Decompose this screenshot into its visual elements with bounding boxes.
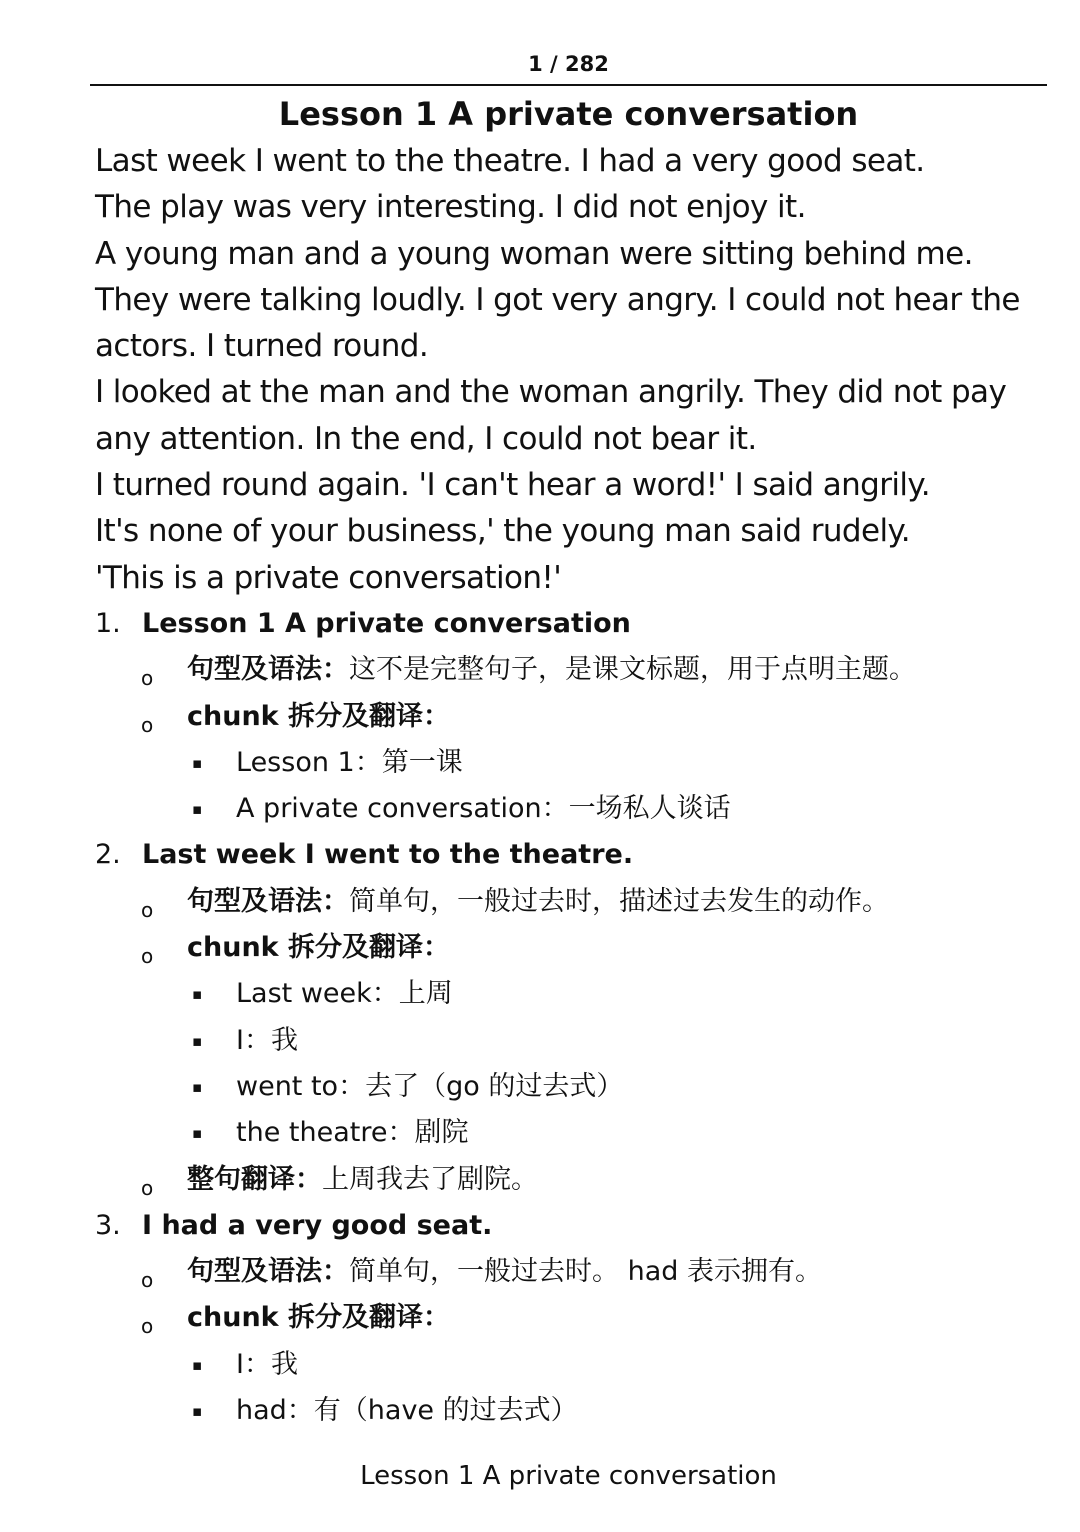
grammar-text: 简单句，一般过去时。 had 表示拥有。 <box>349 1256 822 1288</box>
square-bullet-icon: ▪ <box>192 1077 203 1096</box>
passage-line: any attention. In the end, I could not bear it. <box>95 420 757 457</box>
chunk-label: chunk 拆分及翻译： <box>187 700 451 732</box>
passage-line: A young man and a young woman were sitting behind me. <box>95 235 973 272</box>
translation-text: 上周我去了剧院。 <box>322 1163 538 1195</box>
sentence-notes <box>0 601 1080 1434</box>
circle-bullet-icon: o <box>141 1314 154 1339</box>
circle-bullet-icon: o <box>141 944 154 969</box>
chunk-line <box>187 1295 450 1341</box>
translation-line <box>187 1157 538 1203</box>
grammar-line <box>187 647 916 693</box>
chunk-text: I：我 <box>236 1348 298 1380</box>
grammar-item <box>0 647 1080 693</box>
chunk-text: Last week：上周 <box>236 978 453 1010</box>
lesson-title: Lesson 1 A private conversation <box>278 95 859 133</box>
note-number: 2. <box>95 839 121 871</box>
chunk-line <box>187 925 450 971</box>
chunk-label: chunk 拆分及翻译： <box>187 932 451 964</box>
grammar-line <box>187 879 889 925</box>
passage-line: 'This is a private conversation!' <box>95 559 562 596</box>
square-bullet-icon: ▪ <box>192 753 203 772</box>
translation-item <box>0 1157 1080 1203</box>
grammar-label: 句型及语法： <box>187 885 349 917</box>
chunk-item <box>0 740 1080 786</box>
square-bullet-icon: ▪ <box>192 800 203 819</box>
note-number: 1. <box>95 608 121 639</box>
note-heading <box>0 832 1080 878</box>
passage-line: I turned round again. 'I can't hear a word!' I said angrily. <box>95 467 931 504</box>
square-bullet-icon: ▪ <box>192 985 203 1004</box>
square-bullet-icon: ▪ <box>192 1031 203 1050</box>
passage-line: Last week I went to the theatre. I had a very good seat. <box>95 143 925 179</box>
note-number: 3. <box>95 1209 121 1241</box>
passage-line: They were talking loudly. I got very angry. I could not hear the <box>95 281 1020 318</box>
grammar-item <box>0 879 1080 925</box>
note-sentence: Last week I went to the theatre. <box>142 839 634 871</box>
header-rule <box>90 84 1047 86</box>
page-header: 1 / 282 <box>528 52 609 76</box>
chunk-item <box>0 1064 1080 1110</box>
note-sentence: I had a very good seat. <box>142 1209 493 1241</box>
chunk-item <box>0 1018 1080 1064</box>
chunk-item <box>0 1388 1080 1434</box>
passage-line: actors. I turned round. <box>95 328 429 365</box>
chunk-item <box>0 786 1080 832</box>
chunk-heading <box>0 694 1080 740</box>
page-footer: Lesson 1 A private conversation <box>360 1461 777 1491</box>
chunk-label: chunk 拆分及翻译： <box>187 1302 451 1334</box>
grammar-label: 句型及语法： <box>187 654 349 686</box>
chunk-heading <box>0 925 1080 971</box>
translation-label: 整句翻译： <box>187 1163 322 1195</box>
passage-line: I looked at the man and the woman angrily. They did not pay <box>95 374 1007 411</box>
square-bullet-icon: ▪ <box>192 1124 203 1143</box>
chunk-heading <box>0 1295 1080 1341</box>
passage <box>95 138 1055 601</box>
chunk-item <box>0 971 1080 1017</box>
grammar-item <box>0 1249 1080 1295</box>
grammar-label: 句型及语法： <box>187 1256 349 1288</box>
square-bullet-icon: ▪ <box>192 1402 203 1421</box>
chunk-text: I：我 <box>236 1024 298 1056</box>
circle-bullet-icon: o <box>141 666 154 691</box>
passage-line: It's none of your business,' the young man said rudely. <box>95 513 911 550</box>
circle-bullet-icon: o <box>141 897 154 922</box>
chunk-text: had：有（have 的过去式） <box>236 1395 578 1427</box>
chunk-text: Lesson 1：第一课 <box>236 746 463 778</box>
note-heading <box>0 1203 1080 1249</box>
note-sentence: Lesson 1 A private conversation <box>142 608 631 639</box>
grammar-text: 简单句，一般过去时，描述过去发生的动作。 <box>349 885 889 917</box>
chunk-text: the theatre：剧院 <box>236 1117 469 1149</box>
chunk-line <box>187 694 450 740</box>
chunk-item <box>0 1110 1080 1156</box>
circle-bullet-icon: o <box>141 712 154 737</box>
grammar-text: 这不是完整句子，是课文标题，用于点明主题。 <box>349 654 916 686</box>
note-heading <box>0 601 1080 647</box>
chunk-text: A private conversation：一场私人谈话 <box>236 793 731 825</box>
grammar-line <box>187 1249 822 1295</box>
passage-line: The play was very interesting. I did not enjoy it. <box>95 189 806 226</box>
circle-bullet-icon: o <box>141 1175 154 1200</box>
chunk-item <box>0 1342 1080 1388</box>
chunk-text: went to：去了（go 的过去式） <box>236 1070 624 1102</box>
square-bullet-icon: ▪ <box>192 1355 203 1374</box>
circle-bullet-icon: o <box>141 1268 154 1293</box>
